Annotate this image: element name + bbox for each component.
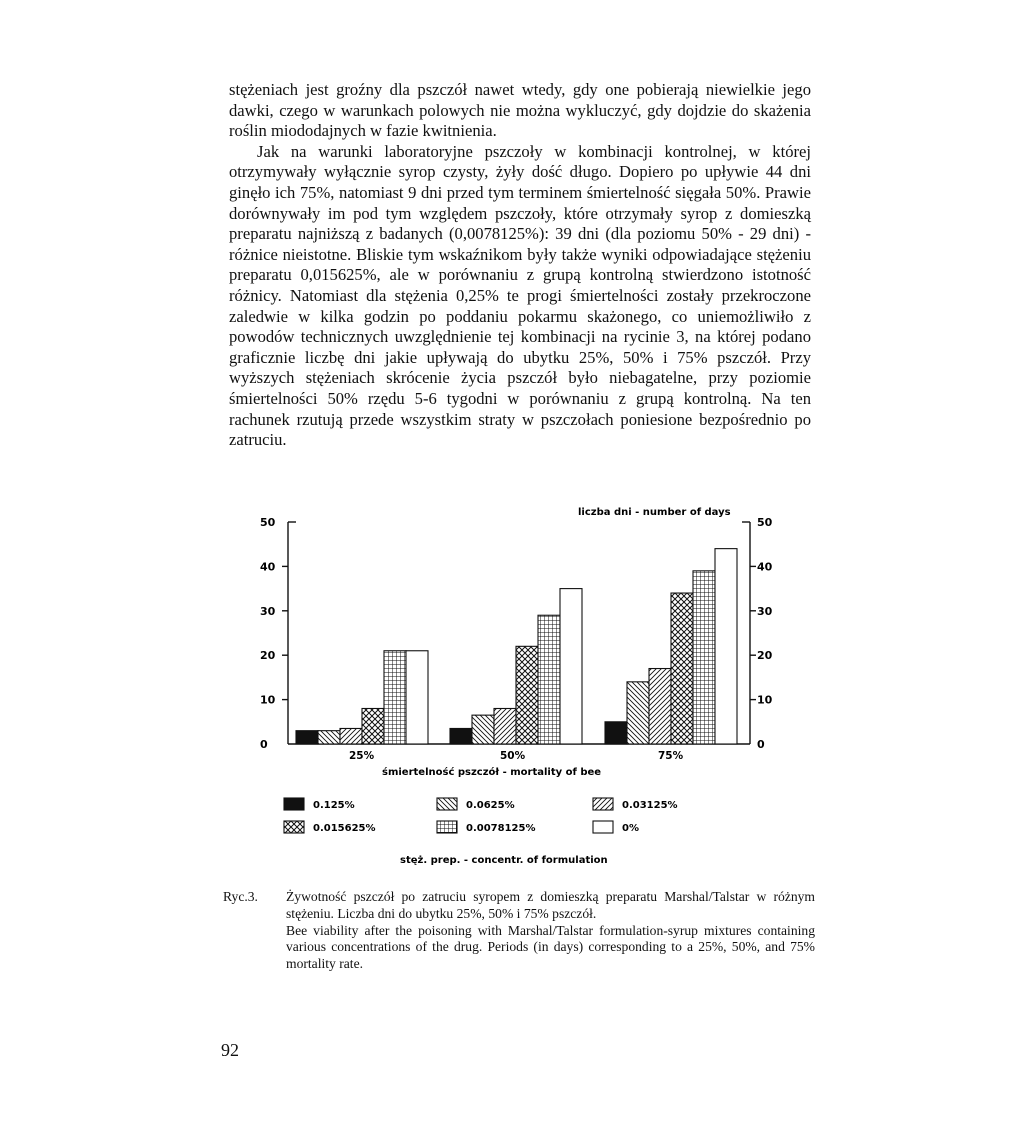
legend-label: 0% <box>622 823 639 834</box>
legend-swatch <box>284 821 304 833</box>
x-axis-title: śmiertelność pszczół - mortality of bee <box>382 767 602 778</box>
legend-swatch <box>593 821 613 833</box>
legend-title: stęż. prep. - concentr. of formulation <box>400 855 608 866</box>
left-tick-label: 50 <box>260 516 276 529</box>
left-tick-label: 0 <box>260 738 268 751</box>
bar-0125-75 <box>605 722 627 744</box>
bar-0015625-75 <box>671 593 693 744</box>
bar-chart <box>0 500 1024 890</box>
left-tick-label: 40 <box>260 560 276 574</box>
bar-00078125-75 <box>693 571 715 744</box>
legend <box>284 798 678 834</box>
legend-label: 0.125% <box>313 800 355 811</box>
bar-00078125-25 <box>384 651 406 744</box>
category-label: 25% <box>349 750 375 762</box>
page-number: 92 <box>221 1040 239 1060</box>
legend-label: 0.0078125% <box>466 823 536 834</box>
right-axis-title: liczba dni - number of days <box>578 507 731 518</box>
body-text <box>229 80 811 451</box>
legend-label: 0.0625% <box>466 800 515 811</box>
right-tick-label: 50 <box>757 516 773 529</box>
legend-label: 0.015625% <box>313 823 376 834</box>
left-tick-label: 20 <box>260 649 276 663</box>
figure-caption <box>223 889 815 973</box>
paragraph: stężeniach jest groźny dla pszczół nawet wtedy, gdy one pobierają niewielkie jego dawki, czego w warunkach polowych nie można wykluczyć, gdy dojdzie do skażenia roślin miododajnych w fazie kwitnienia. <box>229 80 811 141</box>
bar-00625-50 <box>472 715 494 744</box>
bar-0125-25 <box>296 731 318 744</box>
bar-0125-50 <box>450 728 472 744</box>
category-label: 75% <box>658 750 684 762</box>
paragraph: Jak na warunki laboratoryjne pszczoły w kombinacji kontrolnej, w której otrzymywały wyłącznie syrop czysty, żyły dość długo. Dopiero po upływie 44 dni ginęło ich 75%, natomiast 9 dni przed tym terminem śmiertelność sięgała 50%. Prawie dorównywały im pod tym względem pszczoły, które otrzymały syrop z domieszką preparatu najniższą z badanych (0,0078125%): 39 dni (dla poziomu 50% - 29 dni) - różnice nieistotne. Bliskie tym wskaźnikom były także wyniki odpowiadające stężeniu preparatu 0,015625%, ale w porównaniu z grupą kontrolną stwierdzono istotność różnicy. Natomiast dla stężenia 0,25% te progi śmiertelności zostały przekroczone zaledwie w kilka godzin po poddaniu pokarmu skażonego, co uniemożliwiło z powodów technicznych uwzględnienie tej kombinacji na rycinie 3, na której podano graficznie liczbę dni jakie upływają do ubytku 25%, 50% i 75% pszczół. Przy wyższych stężeniach skrócenie życia pszczół było niebagatelne, przy poziomie śmiertelności 50% rzędu 5-6 tygodni w porównaniu z grupą kontrolną. Na ten rachunek rzutują przede wszystkim straty w pszczołach poniesione bezpośrednio po zatruciu. <box>229 141 811 450</box>
right-tick-label: 20 <box>757 649 773 663</box>
legend-swatch <box>437 821 457 833</box>
bar-0015625-25 <box>362 708 384 744</box>
left-tick-label: 30 <box>260 604 276 618</box>
right-tick-label: 10 <box>757 693 773 707</box>
category-label: 50% <box>500 750 526 762</box>
legend-swatch <box>437 798 457 810</box>
caption-label: Ryc.3. <box>223 889 258 904</box>
legend-swatch <box>284 798 304 810</box>
bar-003125-50 <box>494 708 516 744</box>
bar-0-75 <box>715 549 737 744</box>
caption-polish: Żywotność pszczół po zatruciu syropem z domieszką preparatu Marshal/Talstar w różnym stężeniu. Liczba dni do ubytku 25%, 50% i 75% pszczół. <box>286 889 815 921</box>
right-tick-label: 40 <box>757 560 773 574</box>
bar-0-50 <box>560 589 582 744</box>
left-tick-label: 10 <box>260 693 276 707</box>
figure-3 <box>0 500 1024 890</box>
right-tick-label: 0 <box>757 738 765 751</box>
bar-003125-75 <box>649 669 671 744</box>
bar-003125-25 <box>340 728 362 744</box>
legend-swatch <box>593 798 613 810</box>
legend-label: 0.03125% <box>622 800 678 811</box>
bar-00625-25 <box>318 731 340 744</box>
bar-0-25 <box>406 651 428 744</box>
bar-00625-75 <box>627 682 649 744</box>
right-tick-label: 30 <box>757 604 773 618</box>
caption-english: Bee viability after the poisoning with Marshal/Talstar formulation-syrup mixtures containing various concentrations of the drug. Periods (in days) corresponding to a 25%, 50%, and 75% mortality rate. <box>286 922 815 972</box>
bar-0015625-50 <box>516 646 538 744</box>
bar-00078125-50 <box>538 615 560 744</box>
